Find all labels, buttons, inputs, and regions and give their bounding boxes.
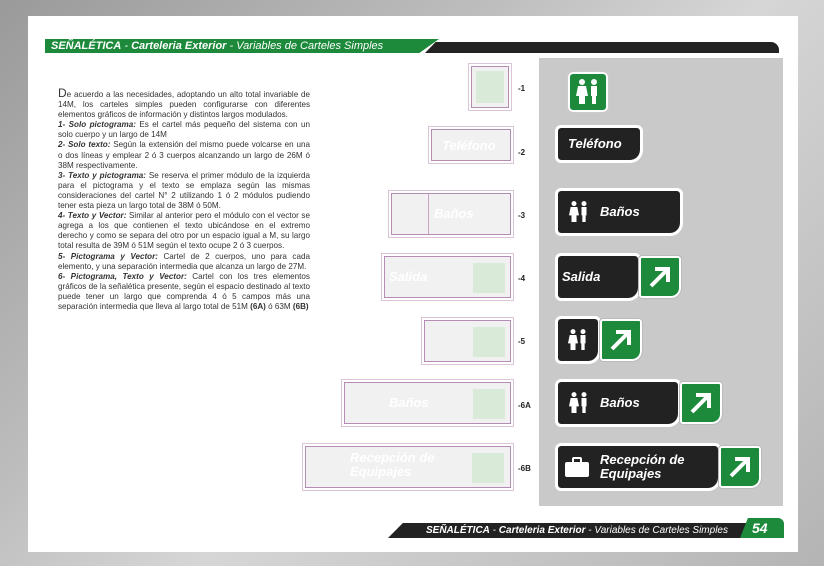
sign-banos-6a: Baños [558,382,678,424]
sign-banos: Baños [558,191,680,233]
label-1: -1 [518,84,526,93]
restroom-icon [563,325,593,355]
label-6b: -6B [518,464,531,473]
arrow-up-right-icon [721,448,759,486]
restroom-icon [570,74,606,110]
ghost-sign-2: Teléfono [431,129,511,161]
ghost-sign-6b: Recepción de Equipajes [305,446,511,488]
sign-recepcion-6b: Recepción de Equipajes [558,446,718,488]
restroom-icon [564,388,594,418]
arrow-box-salida [639,256,681,298]
label-3: -3 [518,211,526,220]
page [28,16,798,552]
ghost-sign-3: Baños [391,193,511,235]
ghost-sign-4: Salida [384,256,511,298]
label-6a: -6A [518,401,531,410]
arrow-up-right-icon [602,321,640,359]
body-text: De acuerdo a las necesidades, adoptando un alto total invariable de 14M, los carteles simples pueden configurarse con diferentes elementos gráficos de información y distintos largos modulados. 1- Solo pictograma: Es el cartel más pequeño del sistema con un solo cuerpo y un largo de 14M 2- Solo texto: Según la extensión del mismo puede volcarse en una o dos líneas y emplear 2 ó 3 cuerpos alcanzando un largo de 26M ó 38M respectivamente. 3- Texto y pictograma: Se reserva el primer módulo de la izquierda para el pictograma y el texto se emplaza según las mismas consideraciones del cartel N° 2 utilizando 1 ó 2 módulos pudiendo tener esta pieza un largo total de 38M ó 50M. 4- Texto y Vector: Similar al anterior pero el módulo con el vector se agrega a los que contienen el texto ubicándose en el extremo derecho y como se separa del otro por un espacio igual a M, su largo total resulta de 39M ó 51M según el texto ocupe 2 ó 3 cuerpos. 5- Pictograma y Vector: Cartel de 2 cuerpos, uno para cada elemento, y una separación intermedia que alcanza un largo de 27M. 6- Pictograma, Texto y Vector: Cartel con los tres elementos gráficos de la señalética presente, según el espacio destinado al texto puede tener un largo que comprenda 4 ó 5 campos más una separación intermedia que lleva al largo total de 51M (6A) ó 63M (6B) [58,86,310,311]
ghost-sign-5 [424,320,511,362]
arrow-box-5 [600,319,642,361]
luggage-icon [564,456,590,478]
label-2: -2 [518,148,526,157]
restroom-pictogram-sign [568,72,608,112]
label-4: -4 [518,274,526,283]
footer-title: SEÑALÉTICA - Carteleria Exterior - Variables de Carteles Simples [426,525,728,536]
arrow-up-right-icon [682,384,720,422]
sign-telefono: Teléfono [558,128,640,160]
header-bar [45,39,779,53]
arrow-up-right-icon [641,258,679,296]
sign-pictogram-vector [558,319,598,361]
sign-salida: Salida [558,256,638,298]
header-title: SEÑALÉTICA - Carteleria Exterior - Variables de Carteles Simples [51,40,384,52]
arrow-box-6b [719,446,761,488]
label-5: -5 [518,337,526,346]
footer-bar [388,518,784,538]
ghost-sign-1 [471,66,509,108]
ghost-sign-6a: Baños [344,382,511,424]
arrow-box-6a [680,382,722,424]
page-number: 54 [752,520,768,536]
restroom-icon [564,197,594,227]
